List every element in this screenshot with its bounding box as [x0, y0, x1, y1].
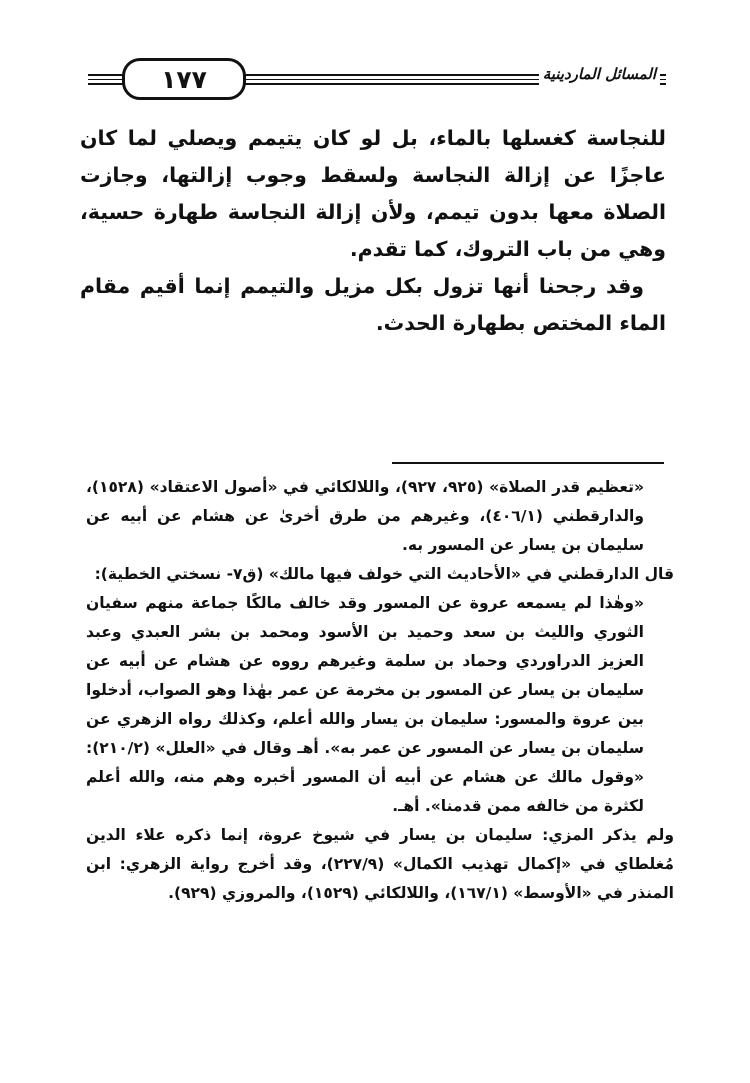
footnote-paragraph: ولم يذكر المزي: سليمان بن يسار في شيوخ عروة، إنما ذكره علاء الدين مُغلطاي في «إكمال تهذيب الكمال» (٢٢٧/٩)، وقد أخرج رواية الزهري: ابن المنذر في «الأوسط» (١٦٧/١)، واللالكائي (١٥٢٩)، والمروزي (٩٢٩).	[86, 826, 674, 902]
main-text	[80, 120, 666, 342]
main-paragraph: وقد رجحنا أنها تزول بكل مزيل والتيمم إنما أقيم مقام الماء المختص بطهارة الحدث.	[80, 274, 666, 335]
page-number: ١٧٧	[122, 58, 246, 100]
footnote-quote: «وهٰذا لم يسمعه عروة عن المسور وقد خالف مالكًا جماعة منهم سفيان الثوري والليث بن سعد وحميد بن الأسود ومحمد بن بشر العبدي وعبد العزيز الدراوردي وحماد بن سلمة وغيرهم رووه عن هشام عن أبيه عن سليمان بن يسار عن المسور بن مخرمة عن عمر بهٰذا وهو الصواب، أدخلوا بين عروة والمسور: سليمان بن يسار والله أعلم، وكذلك رواه الزهري عن سليمان بن يسار عن المسور عن عمر به». أهـ وقال في «العلل» (٢١٠/٢): «وقول مالك عن هشام عن أبيه أن المسور أخبره وهم منه، والله أعلم لكثرة من خالفه ممن قدمنا». أهـ.	[86, 594, 644, 815]
footnote-paragraph: «تعظيم قدر الصلاة» (٩٢٥، ٩٢٧)، واللالكائي في «أصول الاعتقاد» (١٥٢٨)، والدارقطني (٤٠٦/١)، وغيرهم من طرق أخرىٰ عن هشام عن أبيه عن سليمان بن يسار عن المسور به.	[86, 478, 645, 554]
footnote-divider	[392, 462, 664, 464]
running-title: المسائل الماردينية	[539, 62, 660, 86]
main-paragraph: للنجاسة كغسلها بالماء، بل لو كان يتيمم ويصلي لما كان عاجزًا عن إزالة النجاسة ولسقط وجوب إزالتها، وجازت الصلاة معها بدون تيمم، ولأن إزالة النجاسة طهارة حسية، وهي من باب التروك، كما تقدم.	[80, 126, 666, 261]
page-header	[88, 56, 666, 98]
footnote-paragraph: قال الدارقطني في «الأحاديث التي خولف فيها مالك» (ق٧- نسختي الخطية):	[94, 565, 674, 583]
footnotes	[86, 473, 674, 908]
